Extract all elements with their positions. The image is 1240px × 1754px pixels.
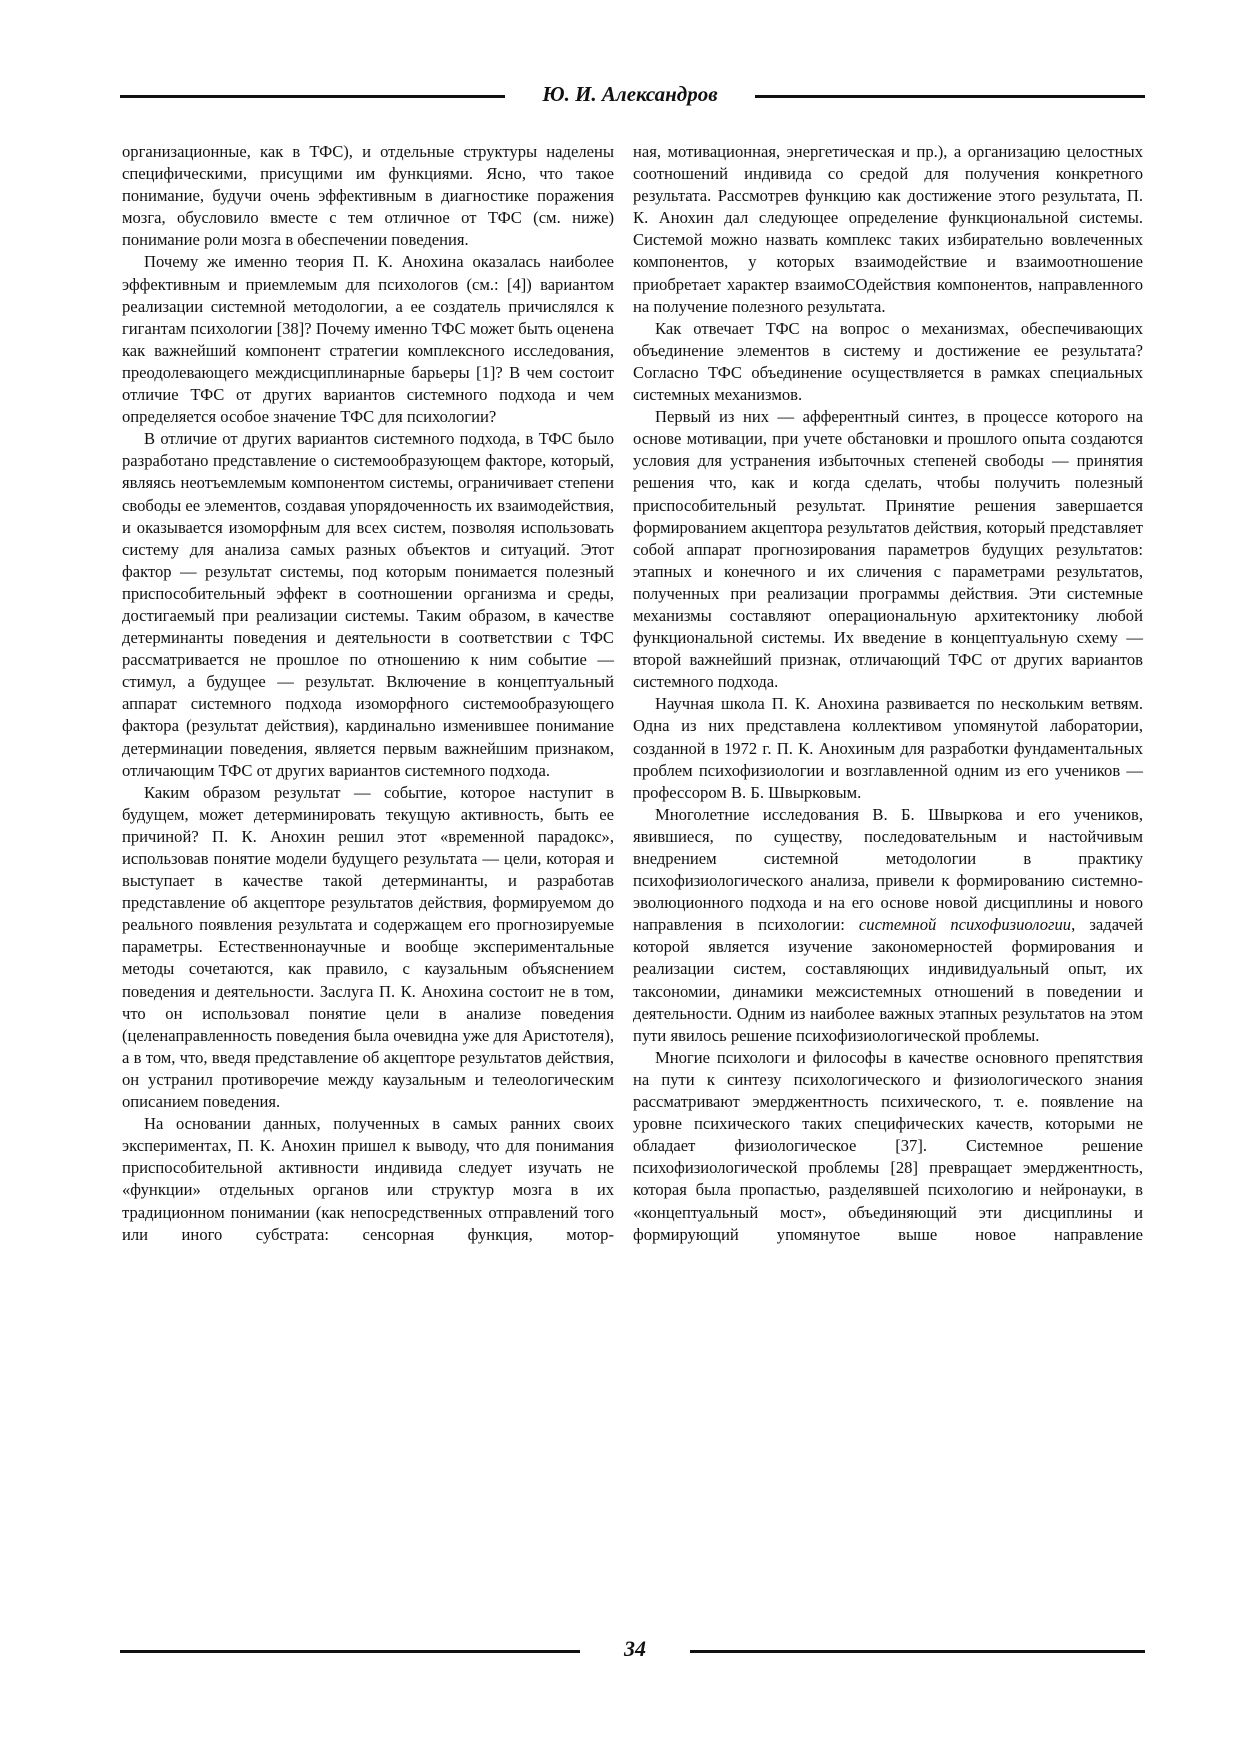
- paragraph: Научная школа П. К. Анохина развивается по нескольким ветвям. Одна из них представлена коллективом упомянутой лаборатории, созданной в 1972 г. П. К. Анохиным для разработки фундаментальных проблем психофизиологии и возглавленной одним из его учеников — профессором В. Б. Швырковым.: [633, 694, 1143, 802]
- header-rule-left: [120, 95, 505, 98]
- header-rule-right: [755, 95, 1145, 98]
- paragraph: Первый из них — афферентный синтез, в процессе которого на основе мотивации, при учете обстановки и прошлого опыта создаются условия для устранения избыточных степеней свободы — принятия решения что, как и когда сделать, чтобы получить полезный приспособительный результат. Принятие решения завершается формированием акцептора результатов действия, который представляет собой аппарат прогнозирования параметров будущих результатов: этапных и конечного и их сличения с параметрами результатов, полученных при реализации программы действия. Эти системные механизмы составляют операциональную архитектонику любой функциональной системы. Их введение в концептуальную схему — второй важнейший признак, отличающий ТФС от других вариантов системного подхода.: [633, 407, 1143, 692]
- right-column: [633, 141, 1143, 1246]
- footer-rule-right: [690, 1650, 1145, 1653]
- italic-term: системной психофизиологии: [858, 915, 1072, 935]
- paragraph: [633, 804, 1143, 1047]
- paragraph: На основании данных, полученных в самых ранних своих экспериментах, П. К. Анохин пришел к выводу, что для понимания приспособительной активности индивида следует изучать не «функции» отдельных органов или структур мозга в их традиционном понимании (как непосредственных отправлений того или иного субстрата: сенсорная функция, мотор-: [122, 1114, 614, 1244]
- text: Многолетние исследования В. Б. Швыркова и его учеников, явившиеся, по существу, последовательным и настойчивым внедрением системной методологии в практику психофизиологического анализа, привели к формированию системно-эволюционного подхода и на его основе новой дисциплины и нового направления в психологии:: [633, 804, 1143, 935]
- paragraph: Как отвечает ТФС на вопрос о механизмах, обеспечивающих объединение элементов в систему и достижение ее результата? Согласно ТФС объединение осуществляется в рамках специальных системных механизмов.: [633, 318, 1143, 405]
- page-number: 34: [624, 1636, 646, 1661]
- paragraph: Многие психологи и философы в качестве основного препятствия на пути к синтезу психологического и физиологического знания рассматривают эмерджентность психического, т. е. появление на уровне психического таких специфических качеств, которыми не обладает физиологическое [37]. Системное решение психофизиологической проблемы [28] превращает эмерджентность, которая была пропастью, разделявшей психологию и нейронауки, в «концептуальный мост», объединяющий эти дисциплины и формирующий упомянутое выше новое направление: [633, 1047, 1143, 1244]
- paragraph: ная, мотивационная, энергетическая и пр.), а организацию целостных соотношений индивида со средой для получения конкретного результата. Рассмотрев функцию как достижение этого результата, П. К. Анохин дал следующее определение функциональной системы. Системой можно назвать комплекс таких избирательно вовлеченных компонентов, у которых взаимодействие и взаимоотношение приобретает характер взаимоСОдействия компонентов, направленного на получение полезного результата.: [633, 142, 1143, 316]
- paragraph: Почему же именно теория П. К. Анохина оказалась наиболее эффективным и приемлемым для психологов (см.: [4]) вариантом реализации системной методологии, а ее создатель причислялся к гигантам психологии [38]? Почему именно ТФС может быть оценена как важнейший компонент стратегии комплексного исследования, преодолевающего междисциплинарные барьеры [1]? В чем состоит отличие ТФС от других вариантов системного подхода и чем определяется особое значение ТФС для психологии?: [122, 252, 614, 427]
- paragraph: Каким образом результат — событие, которое наступит в будущем, может детерминировать текущую активность, быть ее причиной? П. К. Анохин решил этот «временной парадокс», использовав понятие модели будущего результата — цели, которая и выступает в качестве такой детерминанты, и разработав представление об акцепторе результатов действия, формируемом до реального появления результата и содержащем его прогнозируемые параметры. Естественнонаучные и вообще экспериментальные методы сочетаются, как правило, с каузальным объяснением поведения и деятельности. Заслуга П. К. Анохина состоит не в том, что он использовал понятие цели в анализе поведения (целенаправленность поведения была очевидна уже для Аристотеля), а в том, что, введя представление об акцепторе результатов действия, он устранил противоречие между каузальным и телеологическим описанием поведения.: [122, 782, 614, 1112]
- footer-rule-left: [120, 1650, 580, 1653]
- paragraph: В отличие от других вариантов системного подхода, в ТФС было разработано представление о системообразующем факторе, который, являясь неотъемлемым компонентом системы, ограничивает степени свободы ее элементов, создавая упорядоченность их взаимодействия, и оказывается изоморфным для всех систем, позволяя использовать систему для анализа самых разных объектов и ситуаций. Этот фактор — результат системы, под которым понимается полезный приспособительный эффект в соотношении организма и среды, достигаемый при реализации системы. Таким образом, в качестве детерминанты поведения и деятельности в соответствии с ТФС рассматривается не прошлое по отношению к ним событие — стимул, а будущее — результат. Включение в концептуальный аппарат системного подхода изоморфного системообразующего фактора (результат действия), кардинально изменившее понимание детерминации поведения, является первым важнейшим признаком, отличающим ТФС от других вариантов системного подхода.: [122, 429, 614, 780]
- paragraph: организационные, как в ТФС), и отдельные структуры наделены специфическими, присущими им функциями. Ясно, что такое понимание, будучи очень эффективным в диагностике поражения мозга, обусловило вместе с тем отличное от ТФС (см. ниже) понимание роли мозга в обеспечении поведения.: [122, 142, 614, 250]
- left-column: [122, 141, 614, 1246]
- running-header-author: Ю. И. Александров: [542, 82, 718, 106]
- text: , задачей которой является изучение закономерностей формирования и реализации систем, составляющих индивидуальный опыт, их таксономии, динамики межсистемных отношений в поведении и деятельности. Одним из наиболее важных этапных результатов на этом пути явилось решение психофизиологической проблемы.: [633, 915, 1143, 1045]
